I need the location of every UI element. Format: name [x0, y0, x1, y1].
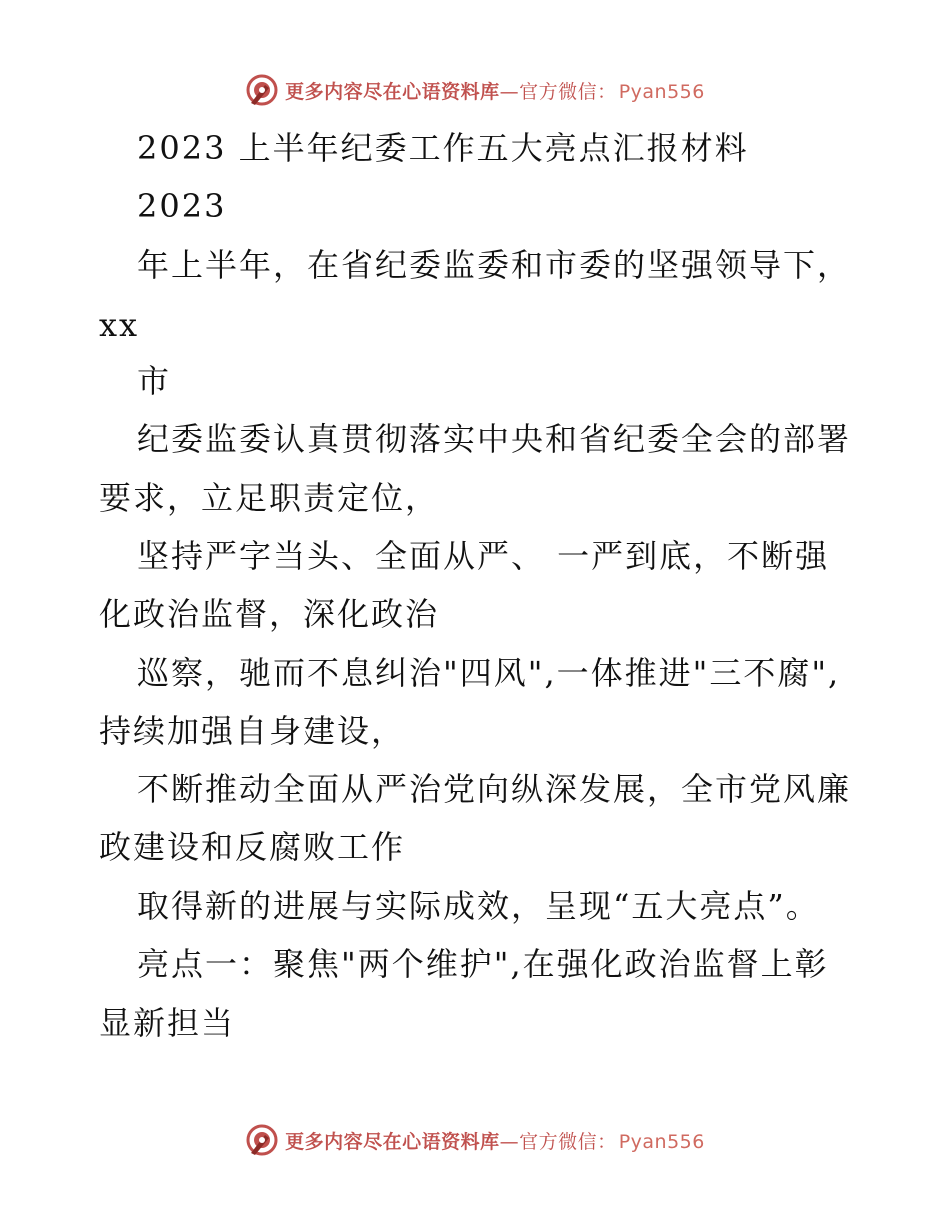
text-line: 市	[137, 362, 172, 400]
document-title: 2023 上半年纪委工作五大亮点汇报材料	[137, 129, 749, 167]
banner-main-text: 更多内容尽在心语资料库	[285, 1130, 500, 1153]
text-line: 年上半年，在省纪委监委和市委的坚强领导下，	[137, 246, 852, 284]
text-line: 取得新的进展与实际成效，呈现“五大亮点”。	[137, 887, 820, 925]
banner-dash: —	[499, 1130, 520, 1153]
text-line: 巡察，驰而不息纠治"四风",一体推进"三不腐",	[137, 654, 841, 692]
banner-wechat-id: Pyan556	[618, 1130, 705, 1153]
text-line: 政建设和反腐败工作	[99, 828, 406, 866]
text-line: 不断推动全面从严治党向纵深发展，全市党风廉	[137, 770, 852, 808]
text-line: xx	[99, 306, 140, 344]
section-heading: 亮点一：聚焦"两个维护",在强化政治监督上彰	[137, 945, 829, 983]
text-line: 要求，立足职责定位，	[99, 479, 440, 517]
text-line: 化政治监督，深化政治	[99, 595, 440, 633]
pen-logo-icon	[245, 73, 279, 107]
text-line: 2023	[137, 187, 227, 225]
text-line: 持续加强自身建设，	[99, 712, 406, 750]
pen-logo-icon	[245, 1123, 279, 1157]
text-line: 坚持严字当头、全面从严、 一严到底，不断强	[137, 537, 830, 575]
banner-dash: —	[499, 80, 520, 103]
footer-banner	[0, 1120, 950, 1160]
text-line: 纪委监委认真贯彻落实中央和省纪委全会的部署	[137, 420, 852, 458]
banner-text	[285, 1127, 705, 1154]
banner-main-text: 更多内容尽在心语资料库	[285, 80, 500, 103]
section-heading-continued: 显新担当	[99, 1004, 236, 1042]
banner-official-label: 官方微信：	[519, 80, 617, 103]
banner-wechat-id: Pyan556	[618, 80, 705, 103]
header-banner	[0, 70, 950, 110]
banner-text	[285, 77, 705, 104]
banner-official-label: 官方微信：	[519, 1130, 617, 1153]
